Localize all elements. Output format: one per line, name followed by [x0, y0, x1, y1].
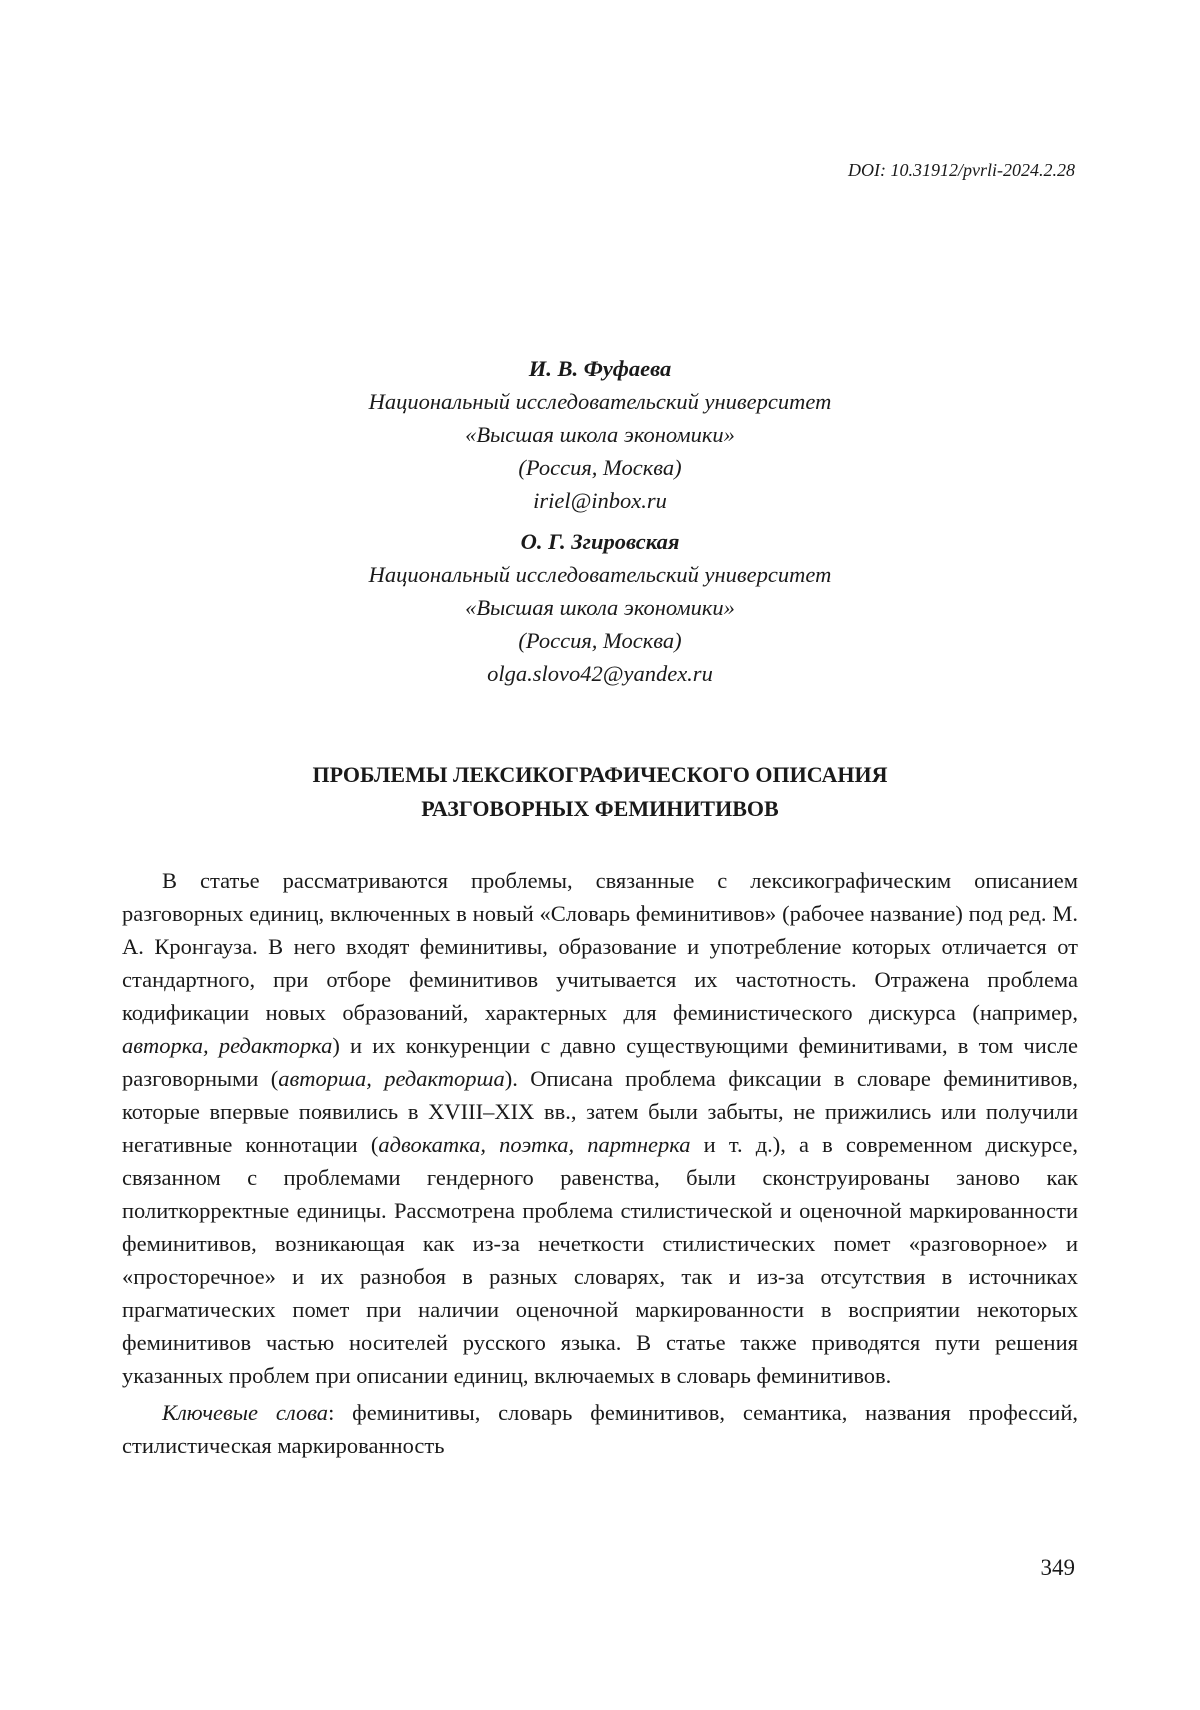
abstract-paragraph — [122, 864, 1078, 1392]
abstract-text: и т. д.), а в современном дискурсе, связанном с проблемами гендерного равенства, были сконструированы заново как политкорректные единицы. Рассмотрена проблема стилистической и оценочной маркированности феминитивов, возникающая как из-за нечеткости стилистических помет «разговорное» и «просторечное» и их разнобоя в разных словарях, так и из-за отсутствия в источниках прагматических помет при наличии оценочной маркированности в восприятии некоторых феминитивов частью носителей русского языка. В статье также приводятся пути решения указанных проблем при описании единиц, включаемых в словарь феминитивов. — [122, 1132, 1078, 1388]
abstract-example: авторша, редакторша — [278, 1066, 505, 1091]
doi: DOI: 10.31912/pvrli-2024.2.28 — [848, 160, 1075, 180]
abstract-example: адвокатка, поэтка, партнерка — [378, 1132, 691, 1157]
author-location: (Россия, Москва) — [518, 628, 682, 653]
author-affiliation: Национальный исследовательский университет — [368, 562, 832, 587]
author-2 — [0, 525, 1200, 690]
keywords-text: : феминитивы, словарь феминитивов, семантика, названия профессий, стилистическая маркированность — [122, 1400, 1079, 1458]
author-name: О. Г. Згировская — [520, 529, 680, 554]
author-affiliation: Национальный исследовательский университет — [368, 389, 832, 414]
abstract-text: ). Описана проблема фиксации в словаре феминитивов, которые впервые появились в XVIII–XIX вв., затем были забыты, не прижились или получили негативные коннотации ( — [122, 1066, 1078, 1157]
page-number: 349 — [1040, 1555, 1075, 1580]
article-title — [0, 758, 1200, 826]
abstract-text: В статье рассматриваются проблемы, связанные с лексикографическим описанием разговорных единиц, включенных в новый «Словарь феминитивов» (рабочее название) под ред. М. А. Кронгауза. В него входят феминитивы, образование и употребление которых отличается от стандартного, при отборе феминитивов учитывается их частотность. Отражена проблема кодификации новых образований, характерных для феминистического дискурса (например, — [122, 868, 1078, 1025]
authors-block — [0, 352, 1200, 698]
author-1 — [0, 352, 1200, 517]
author-name: И. В. Фуфаева — [528, 356, 672, 381]
keywords-label: Ключевые слова — [162, 1400, 329, 1425]
author-affiliation: «Высшая школа экономики» — [465, 422, 735, 447]
abstract-example: авторка, редакторка — [122, 1033, 333, 1058]
author-email: olga.slovo42@yandex.ru — [487, 661, 713, 686]
author-email: iriel@inbox.ru — [533, 488, 667, 513]
title-line: ПРОБЛЕМЫ ЛЕКСИКОГРАФИЧЕСКОГО ОПИСАНИЯ — [312, 762, 888, 787]
author-location: (Россия, Москва) — [518, 455, 682, 480]
keywords-paragraph — [122, 1396, 1078, 1462]
abstract — [122, 864, 1078, 1466]
title-line: РАЗГОВОРНЫХ ФЕМИНИТИВОВ — [421, 796, 779, 821]
abstract-text: ) и их конкуренции с давно существующими феминитивами, в том числе разговорными ( — [122, 1033, 1078, 1091]
author-affiliation: «Высшая школа экономики» — [465, 595, 735, 620]
